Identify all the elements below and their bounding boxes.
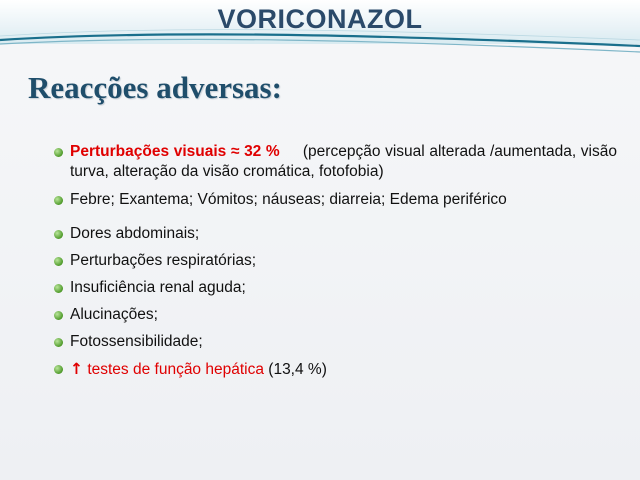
bullet-respiratory: [52, 251, 617, 271]
up-arrow-icon: ↑: [70, 360, 83, 378]
bullet-liver-tests: [52, 359, 617, 380]
bullet-text: Insuficiência renal aguda;: [70, 279, 246, 296]
liver-tests-value: (13,4 %): [268, 361, 327, 378]
section-heading: Reacções adversas:: [28, 70, 282, 105]
bullet-text: Fotossensibilidade;: [70, 333, 203, 350]
bullet-text: Perturbações respiratórias;: [70, 252, 257, 269]
visual-disturbances-label: Perturbações visuais: [70, 143, 227, 160]
bullet-hallucinations: [52, 305, 617, 325]
visual-disturbances-percent: 32 %: [244, 143, 280, 160]
approx-symbol: ≈: [230, 143, 240, 160]
bullet-text: Febre; Exantema; Vómitos; náuseas; diarreia; Edema periférico: [70, 191, 507, 208]
bullet-dot-icon: [54, 284, 63, 293]
bullet-text: Dores abdominais;: [70, 225, 200, 242]
bullet-renal: [52, 278, 617, 298]
bullet-photosensitivity: [52, 332, 617, 352]
bullet-dot-icon: [54, 257, 63, 266]
bullet-dot-icon: [54, 230, 63, 239]
bullet-abdominal-pain: [52, 224, 617, 244]
bullet-dot-icon: [54, 196, 63, 205]
bullet-dot-icon: [54, 311, 63, 320]
bullet-dot-icon: [54, 338, 63, 347]
visual-disturbances-detail: (percepção visual alterada /aumentada, visão turva, alteração da visão cromática, fotofobia): [70, 143, 617, 180]
bullet-fever: [52, 190, 617, 210]
slide-title: VORICONAZOL: [217, 4, 423, 34]
liver-tests-text: testes de função hepática: [87, 361, 264, 378]
bullet-dot-icon: [54, 148, 63, 157]
bullet-text: Alucinações;: [70, 306, 158, 323]
bullet-visual-disturbances: [52, 142, 617, 182]
bullet-dot-icon: [54, 365, 63, 374]
bullet-list: [52, 142, 617, 387]
